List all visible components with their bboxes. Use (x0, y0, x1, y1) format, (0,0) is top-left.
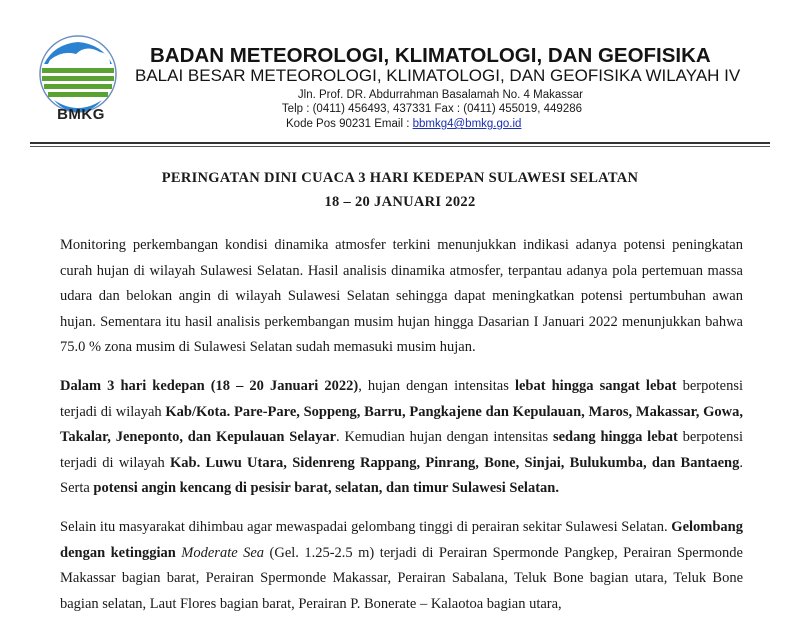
intensity-moderate: sedang hingga lebat (552, 429, 678, 445)
paragraph-monitoring: Monitoring perkembangan kondisi dinamika atmosfer terkini menunjukkan indikasi adanya potensi peningkatan curah hujan di wilayah Sulawesi Selatan. Hasil analisis dinamika atmosfer, terpantau adanya pola pertemuan massa udara dan belokan angin di wilayah Sulawesi Selatan sehingga dapat meningkatkan potensi pertumbuhan awan hujan. Sementara itu hasil analisis perkembangan musim hujan hingga Dasarian I Januari 2022 menunjukkan bahwa 75.0 % zona musim di Sulawesi Selatan sudah memasuki musim hujan. (60, 237, 743, 355)
letterhead-rule-thin (30, 146, 770, 147)
text-run: . Serta (60, 454, 743, 496)
text-run: berpotensi terjadi di wilayah (60, 429, 743, 471)
org-name: BADAN METEOROLOGI, KLIMATOLOGI, DAN GEOFISIKA (150, 44, 711, 67)
wind-warning: potensi angin kencang di pesisir barat, selatan, dan timur Sulawesi Selatan. (93, 480, 559, 496)
text-run: , hujan dengan intensitas (358, 378, 515, 394)
intensity-heavy: lebat hingga sangat lebat (514, 378, 677, 394)
forecast-period: Dalam 3 hari kedepan (18 – 20 Januari 2022) (60, 378, 359, 394)
letterhead-rule (30, 142, 770, 144)
email-link[interactable]: bbmkg4@bmkg.go.id (412, 118, 522, 130)
text-run: . Kemudian hujan dengan intensitas (336, 429, 553, 445)
regions-moderate: Kab. Luwu Utara, Sidenreng Rappang, Pinrang, Bone, Sinjai, Bulukumba, dan Bantaeng (170, 454, 740, 471)
wave-height-label: Gelombang dengan ketinggian (60, 519, 743, 561)
paragraph-forecast (60, 374, 743, 502)
postal-prefix: Kode Pos 90231 Email : (286, 118, 413, 130)
moderate-sea-term: Moderate Sea (181, 544, 265, 561)
address-line: Jln. Prof. DR. Abdurrahman Basalamah No. 4 Makassar (297, 89, 583, 101)
logo-text: BMKG (57, 106, 105, 123)
document-dates: 18 – 20 JANUARI 2022 (324, 194, 476, 210)
text-run: berpotensi terjadi di wilayah (60, 378, 743, 420)
regions-heavy: Kab/Kota. Pare-Pare, Soppeng, Barru, Pangkajene dan Kepulauan, Maros, Makassar, Gowa, Takalar, Jeneponto, dan Kepulauan Selayar (60, 403, 744, 445)
phone-line: Telp : (0411) 456493, 437331 Fax : (0411) 455019, 449286 (281, 103, 582, 115)
org-subtitle: BALAI BESAR METEOROLOGI, KLIMATOLOGI, DAN GEOFISIKA WILAYAH IV (135, 66, 741, 85)
text-run: (Gel. 1.25-2.5 m) terjadi di Perairan Spermonde Pangkep, Perairan Spermonde Makassar bagian barat, Perairan Spermonde Makassar, Perairan Sabalana, Teluk Bone bagian utara, Teluk Bone bagian selatan, Laut Flores bagian barat, Perairan P. Bonerate – Kalaotoa bagian utara, (60, 544, 743, 612)
text-run: Selain itu masyarakat dihimbau agar mewaspadai gelombang tinggi di perairan sekitar Sulawesi Selatan. (60, 519, 672, 535)
document-title: PERINGATAN DINI CUACA 3 HARI KEDEPAN SULAWESI SELATAN (161, 170, 639, 186)
paragraph-waves (60, 515, 743, 617)
postal-email-line (286, 118, 521, 130)
